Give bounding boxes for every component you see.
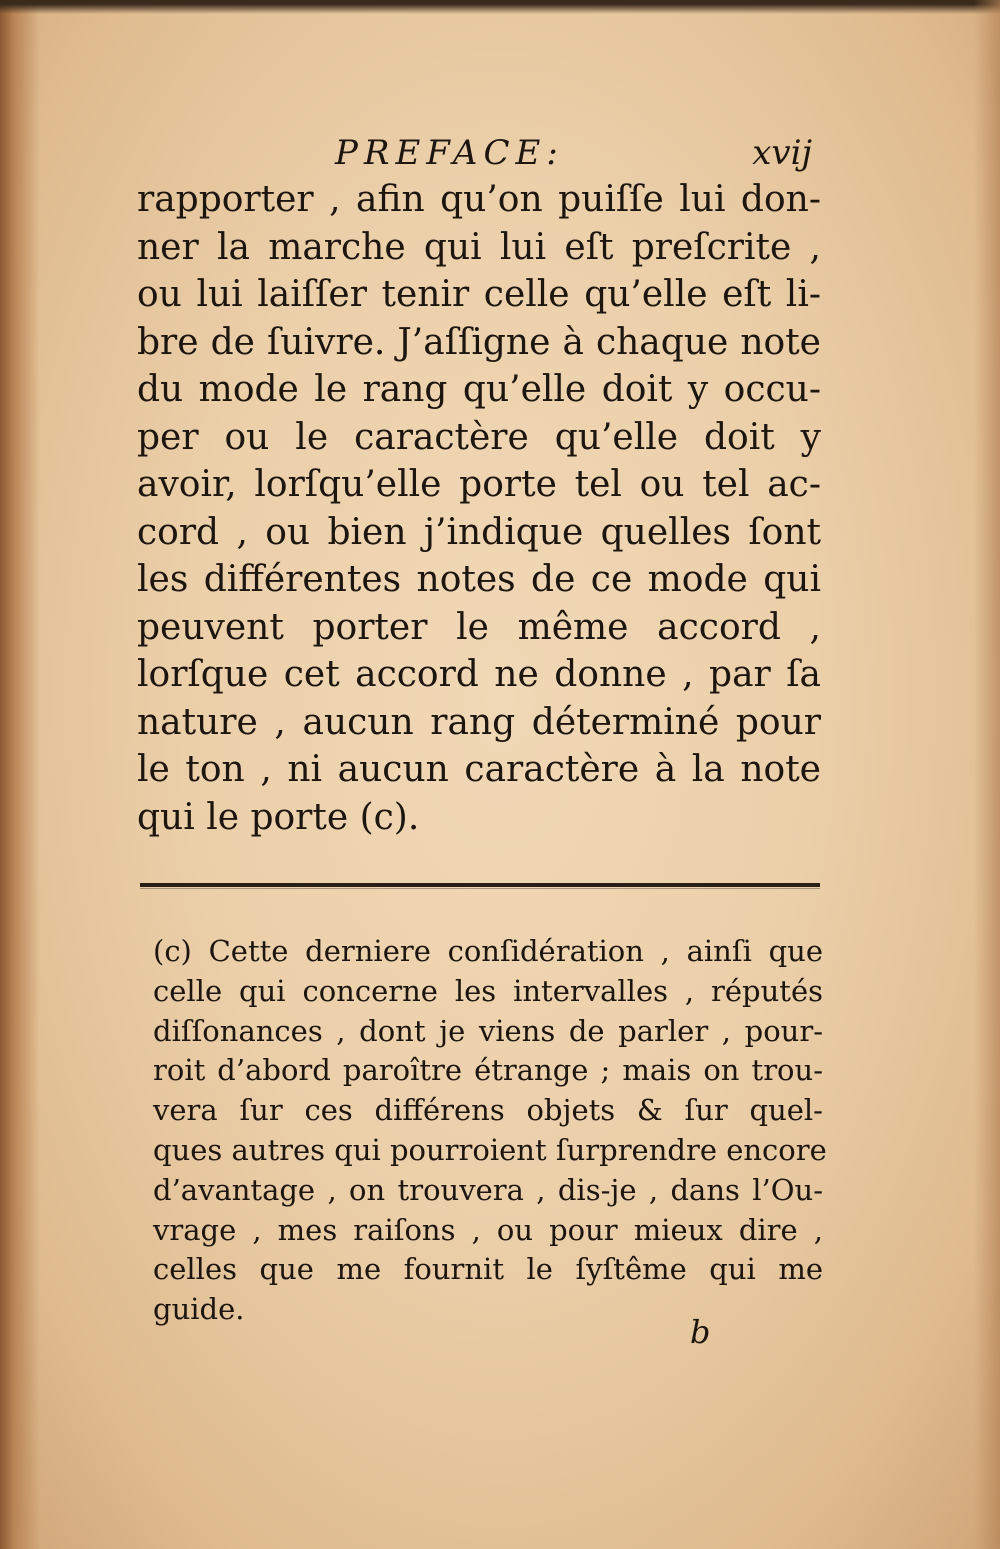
footnote-line: d’avantage , on trouvera , dis-je , dans l’Ou- xyxy=(153,1172,823,1207)
footnote-line: diſſonances , dont je viens de parler , pour- xyxy=(153,1013,823,1048)
text-line: bre de ſuivre. J’aſſigne à chaque note xyxy=(137,321,821,363)
text-line: du mode le rang qu’elle doit y occu- xyxy=(137,369,821,410)
page-number: xvij xyxy=(752,133,812,173)
text-line: ner la marche qui lui eſt preſcrite , xyxy=(137,226,821,268)
page-header xyxy=(140,128,820,178)
page-top-edge xyxy=(0,0,1000,14)
main-text xyxy=(137,176,821,841)
text-line: les différentes notes de ce mode qui xyxy=(137,559,821,600)
text-line: ou lui laiſſer tenir celle qu’elle eſt li- xyxy=(137,274,821,315)
text-line: le ton , ni aucun caractère à la note xyxy=(137,749,821,790)
footnote xyxy=(153,932,827,1330)
footnote-line: celle qui concerne les intervalles , réputés xyxy=(153,973,823,1008)
footnote-line: guide. xyxy=(153,1292,245,1327)
text-line: nature , aucun rang déterminé pour xyxy=(137,701,821,743)
text-line: cord , ou bien j’indique quelles ſont xyxy=(137,511,821,553)
signature-mark: b xyxy=(690,1313,711,1351)
running-title: PREFACE: xyxy=(335,133,564,173)
text-line: peuvent porter le même accord , xyxy=(137,606,821,648)
footnote-line: roit d’abord paroître étrange ; mais on trou- xyxy=(153,1053,823,1088)
footnote-line: celles que me fournit le ſyſtême qui me xyxy=(153,1252,823,1287)
footnote-line: (c) Cette derniere conſidération , ainſi que xyxy=(153,934,823,968)
text-line: qui le porte (c). xyxy=(137,796,420,838)
footnote-line: vrage , mes raiſons , ou pour mieux dire , xyxy=(153,1212,823,1247)
page-gutter-shadow xyxy=(0,0,40,1549)
footnote-line: vera ſur ces différens objets & ſur quel- xyxy=(153,1093,823,1128)
text-line: avoir, lorſqu’elle porte tel ou tel ac- xyxy=(137,464,821,505)
text-line: rapporter , afin qu’on puiſſe lui don- xyxy=(137,179,821,220)
text-line: per ou le caractère qu’elle doit y xyxy=(137,416,821,458)
page-right-edge xyxy=(974,0,1000,1549)
text-line: lorſque cet accord ne donne , par ſa xyxy=(137,654,821,695)
footnote-line: ques autres qui pourroient ſurprendre encore xyxy=(153,1132,827,1167)
footnote-separator-rule xyxy=(140,883,820,887)
